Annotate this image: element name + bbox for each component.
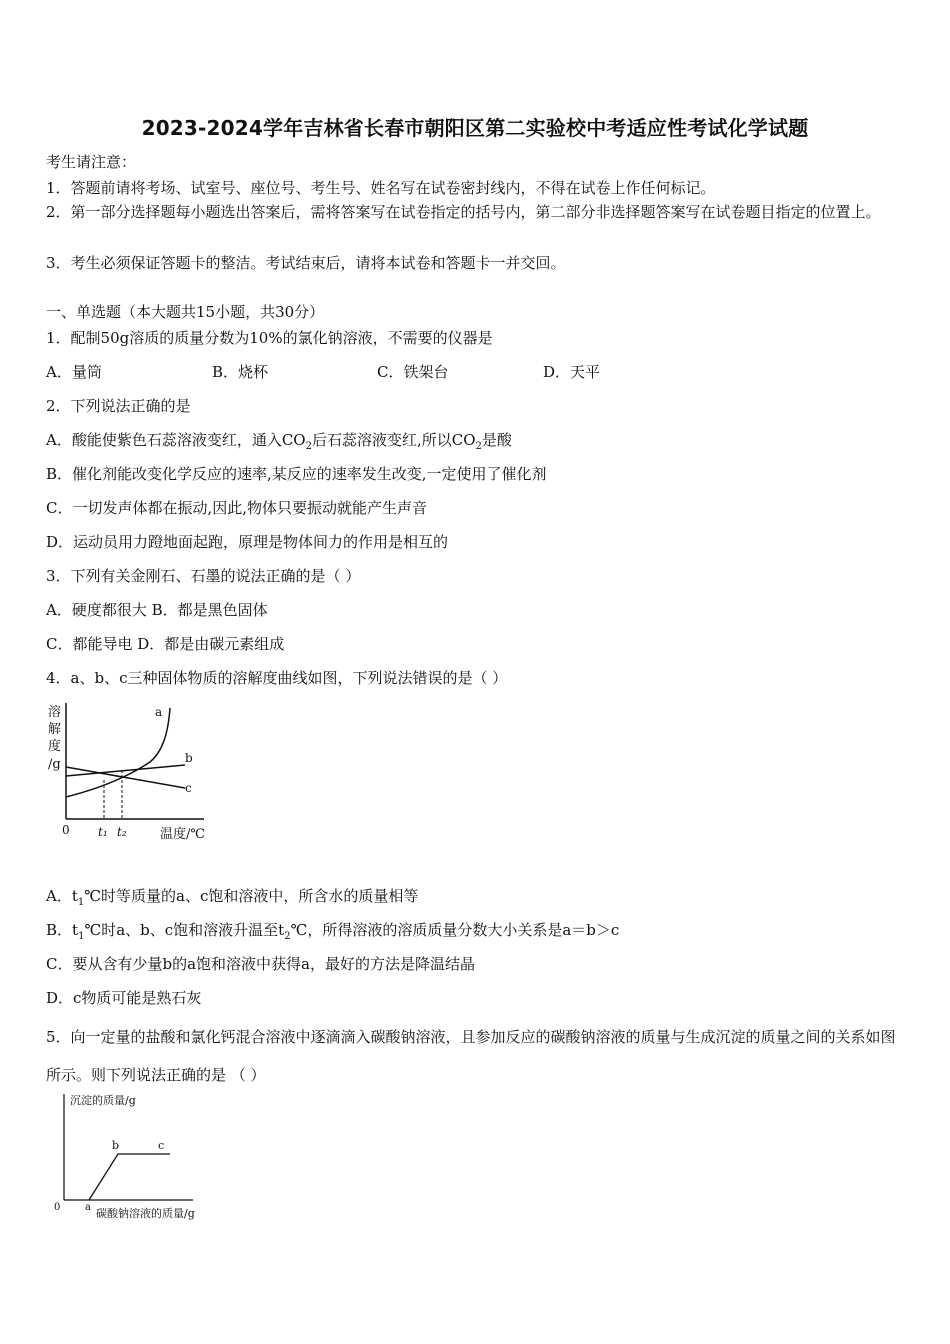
curve-a-label: a [155, 705, 163, 719]
question-4-stem: 4．a、b、c三种固体物质的溶解度曲线如图，下列说法错误的是（ ） [46, 669, 508, 687]
question-2-option-c: C．一切发声体都在振动,因此,物体只要振动就能产生声音 [46, 499, 428, 517]
question-1-stem: 1．配制50g溶质的质量分数为10%的氯化钠溶液，不需要的仪器是 [46, 329, 493, 347]
question-2-option-b: B．催化剂能改变化学反应的速率,某反应的速率发生改变,一定使用了催化剂 [46, 465, 547, 483]
x-label: 温度/℃ [160, 827, 205, 842]
question-1-option-a: A．量筒 [46, 363, 102, 381]
y-label-char: /g [48, 757, 61, 772]
question-4-option-a: A．$t_1℃$时等质量的a、c饱和溶液中，所含水的质量相等 [46, 887, 419, 908]
page-title: 2023-2024学年吉林省长春市朝阳区第二实验校中考适应性考试化学试题 [141, 116, 809, 140]
y-label-char: 解 [48, 722, 62, 737]
notice-heading: 考生请注意： [46, 153, 137, 171]
t2-label: t₂ [117, 825, 127, 839]
precipitate-line [89, 1154, 170, 1200]
point-a-label: a [85, 1202, 91, 1213]
question-4-option-d: D．c物质可能是熟石灰 [46, 989, 202, 1007]
section-heading: 一、单选题（本大题共15小题，共30分） [46, 303, 325, 321]
y-label-char: 溶 [48, 705, 62, 720]
question-1-option-c: C．铁架台 [377, 363, 449, 381]
origin-label: 0 [54, 1202, 61, 1213]
x-label: 碳酸钠溶液的质量/g [96, 1207, 195, 1220]
point-c-label: c [158, 1139, 165, 1152]
question-2-stem: 2．下列说法正确的是 [46, 397, 191, 415]
question-4-option-b: B．$t_1℃$时a、b、c饱和溶液升温至$t_2℃$，所得溶液的溶质质量分数大小关系是a＝b＞c [46, 921, 620, 942]
question-3-stem: 3．下列有关金刚石、石墨的说法正确的是（ ） [46, 567, 361, 585]
y-label-char: 度 [48, 739, 62, 754]
t1-label: t₁ [98, 825, 108, 839]
question-2-option-d: D．运动员用力蹬地面起跑，原理是物体间力的作用是相互的 [46, 533, 449, 551]
question-3-options-cd: C．都能导电 D．都是由碳元素组成 [46, 635, 285, 653]
curve-c-label: c [185, 781, 192, 795]
precipitate-graph-figure [48, 1090, 223, 1220]
solubility-curve-figure [40, 700, 220, 850]
notice-item-2: 2．第一部分选择题每小题选出答案后，需将答案写在试卷指定的括号内，第二部分非选择题答案写在试卷题目指定的位置上。 [46, 203, 881, 221]
notice-item-1: 1．答题前请将考场、试室号、座位号、考生号、姓名写在试卷密封线内，不得在试卷上作任何标记。 [46, 179, 716, 197]
question-1-option-d: D．天平 [543, 363, 601, 381]
question-5-stem: 5．向一定量的盐酸和氯化钙混合溶液中逐滴滴入碳酸钠溶液，且参加反应的碳酸钠溶液的质量与生成沉淀的质量之间的关系如图所示。则下列说法正确的是 （ ） [46, 1028, 896, 1084]
question-1-option-b: B．烧杯 [212, 363, 269, 381]
curve-a [66, 708, 170, 797]
question-2-option-a: A．酸能使紫色石蕊溶液变红，通入$CO_2$后石蕊溶液变红,所以$CO_2$是酸 [46, 431, 512, 452]
question-3-options-ab: A．硬度都很大 B．都是黑色固体 [46, 601, 268, 619]
notice-item-3: 3．考生必须保证答题卡的整洁。考试结束后，请将本试卷和答题卡一并交回。 [46, 254, 566, 272]
question-4-option-c: C．要从含有少量b的a饱和溶液中获得a，最好的方法是降温结晶 [46, 955, 475, 973]
curve-b-label: b [185, 751, 193, 765]
point-b-label: b [112, 1139, 120, 1152]
origin-label: 0 [62, 823, 70, 837]
y-label: 沉淀的质量/g [70, 1094, 136, 1107]
